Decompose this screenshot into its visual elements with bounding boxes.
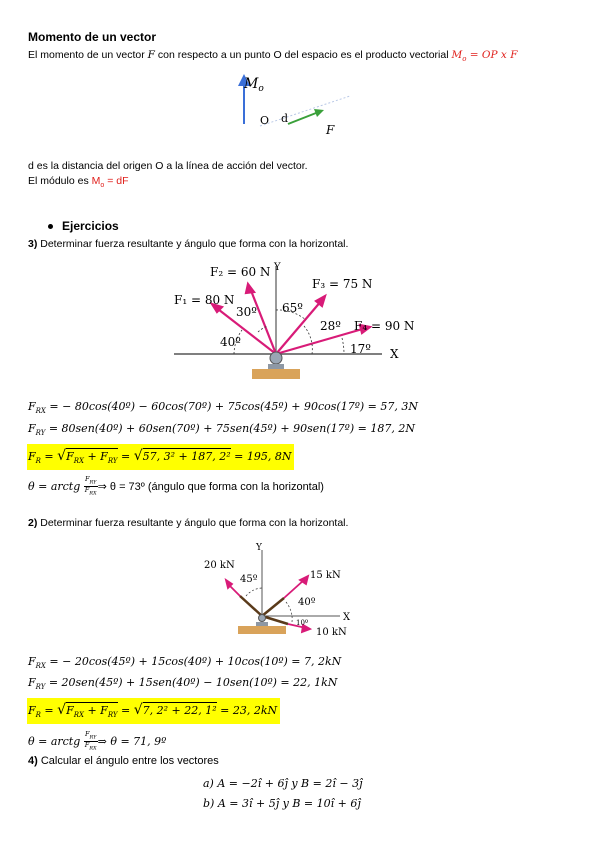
label-F1: F₁ = 80 N [174, 293, 235, 307]
fr-sub: R [35, 711, 41, 719]
formula-sub: o [462, 55, 467, 63]
ex3-text: Determinar fuerza resultante y ángulo que forma con la horizontal. [37, 238, 349, 250]
fry-lhs: F [28, 422, 36, 435]
arrowhead-F2 [246, 284, 254, 293]
sqrt-icon: √ [133, 702, 143, 718]
fr-sqrt1-sub: RX [73, 457, 84, 465]
ex3-num: 3) [28, 238, 38, 250]
fr-eq2: = [117, 450, 134, 463]
ex2-fry [28, 676, 337, 691]
fr-eq: = [40, 450, 58, 463]
theta-a: θ = arctg [28, 479, 84, 493]
fr-eq: = [40, 704, 58, 717]
ex3-fry [28, 422, 415, 437]
x-axis-label: X [390, 347, 399, 361]
fry-rhs: = 20sen(45º) + 15sen(40º) − 10sen(10º) = 22, 1kN [45, 676, 338, 689]
fr-eq2: = [117, 704, 134, 717]
angle-10: 10º [296, 619, 309, 627]
fr-result: = 195, 8N [230, 450, 292, 463]
angle-30: 30º [236, 305, 257, 319]
pin-base [256, 622, 268, 626]
ex3-frx [28, 400, 418, 415]
fr-lhs: F [28, 704, 36, 717]
ex3-diagram [172, 260, 442, 385]
ex4-part-b: b) A = 3î + 5ĵ y B = 10î + 6ĵ [203, 797, 361, 810]
Mo-label: $M_o$ [244, 76, 264, 94]
theta-a: θ = arctg [28, 734, 84, 748]
action-line [260, 96, 350, 126]
ex4-part-a: a) A = −2î + 6ĵ y B = 2î − 3ĵ [203, 777, 363, 790]
label-F2: F₂ = 60 N [210, 265, 271, 279]
label-F4: F₄ = 90 N [354, 319, 415, 333]
fr-sub: R [35, 457, 41, 465]
fr-sqrt1: F [66, 450, 74, 463]
bullet-icon [48, 224, 53, 229]
angle-40: 40º [220, 335, 241, 349]
fr-sqrt1-sub: RX [73, 711, 84, 719]
angle-17: 17º [350, 342, 371, 356]
force-arrow [288, 113, 316, 124]
sqrt-icon: √ [133, 448, 143, 464]
fr-sqrt1: F [66, 704, 74, 717]
beam-15kN [262, 598, 284, 616]
label-15kN: 15 kN [310, 570, 341, 581]
frx-rhs: = − 80cos(40º) − 60cos(70º) + 75cos(45º) + 90cos(17º) = 57, 3N [45, 400, 418, 413]
pin-icon [259, 615, 266, 622]
ex4-text: Calcular el ángulo entre los vectores [37, 755, 219, 767]
label-F3: F₃ = 75 N [312, 277, 373, 291]
fr-sqrt-comps [66, 702, 117, 717]
ex2-text: Determinar fuerza resultante y ángulo que forma con la horizontal. [37, 517, 349, 529]
ex2-frx [28, 655, 341, 670]
theta-b: ⇒ θ = 73º (ángulo que forma con la horizontal) [97, 480, 324, 493]
frx-sub: RX [35, 662, 46, 670]
fry-sub: RY [35, 683, 46, 691]
ex2-fr-highlight [27, 698, 280, 724]
y-axis-label: Y [274, 262, 281, 273]
ejercicios-heading [28, 219, 119, 233]
fr-lhs: F [28, 450, 36, 463]
origin-label: O [260, 114, 270, 127]
vector-F: F [147, 49, 155, 61]
F-label: F [326, 123, 335, 137]
frx-lhs: F [28, 400, 36, 413]
support-block [238, 626, 286, 634]
fry-rhs: = 80sen(40º) + 60sen(70º) + 75sen(45º) + 90sen(17º) = 187, 2N [45, 422, 415, 435]
fr-sqrt-val: 7, 2² + 22, 1² [142, 704, 217, 717]
fr-sqrt2-sub: RY [107, 457, 118, 465]
modulo-label: El módulo es [28, 175, 92, 187]
ex2-diagram [200, 540, 370, 640]
modulo-value: $M_o$ = dF [91, 175, 129, 189]
ex3-statement [28, 238, 348, 250]
fr-result: = 23, 2kN [216, 704, 278, 717]
angle-65: 65º [282, 301, 303, 315]
arrow-15kN [284, 580, 304, 598]
formula-rest: = OP x F [466, 49, 518, 61]
fry-sub: RY [35, 429, 46, 437]
angle-28: 28º [320, 319, 341, 333]
sqrt-icon: √ [57, 448, 67, 464]
ejercicios-label: Ejercicios [62, 219, 119, 233]
y-axis-label: Y [256, 543, 262, 553]
theta-fraction: $\frac{F_{RY}}{F_{RX}}$ [84, 475, 97, 497]
modulo-line [28, 175, 129, 189]
moment-definition [28, 49, 517, 63]
formula-M: M [451, 49, 463, 61]
fry-lhs: F [28, 676, 36, 689]
frx-lhs: F [28, 655, 36, 668]
theta-fraction: $\frac{F_{RY}}{F_{RX}}$ [84, 730, 97, 752]
support-block [252, 369, 300, 379]
ex2-theta [28, 731, 166, 753]
ex3-fr-highlight [27, 444, 294, 470]
fr-sqrt-comps [66, 448, 117, 463]
ex2-statement [28, 517, 348, 529]
beam-20kN [240, 596, 262, 616]
sqrt-icon: √ [57, 702, 67, 718]
ex2-num: 2) [28, 517, 38, 529]
arc-40 [286, 602, 292, 616]
ex3-theta [28, 476, 324, 498]
fr-sqrt-plus: + F [83, 450, 108, 463]
distance-label: d [281, 112, 289, 125]
force-arrowhead [314, 109, 324, 117]
ex4-num: 4) [28, 755, 38, 767]
moment-diagram [230, 66, 360, 142]
frx-rhs: = − 20cos(45º) + 15cos(40º) + 10cos(10º) = 7, 2kN [45, 655, 342, 668]
section-title-moment: Momento de un vector [28, 30, 157, 44]
angle-40: 40º [298, 597, 316, 608]
frx-sub: RX [35, 407, 46, 415]
ex4-statement [28, 755, 219, 767]
x-axis-label: X [343, 612, 351, 623]
theta-b: ⇒ θ = 71, 9º [97, 734, 167, 748]
arc-28 [304, 326, 312, 354]
pin-icon [270, 352, 282, 364]
intro-text-a: El momento de un vector [28, 49, 148, 61]
label-20kN: 20 kN [204, 560, 235, 571]
angle-45: 45º [240, 574, 258, 585]
label-10kN: 10 kN [316, 627, 347, 638]
fr-sqrt-plus: + F [83, 704, 108, 717]
arc-17 [342, 338, 344, 354]
arc-45 [246, 588, 262, 596]
distance-text: d es la distancia del origen O a la línea de acción del vector. [28, 160, 308, 172]
moment-formula [451, 49, 517, 61]
fr-sqrt2-sub: RY [107, 711, 118, 719]
intro-text-b: con respecto a un punto O del espacio es el producto vectorial [154, 49, 452, 61]
fr-sqrt-val: 57, 3² + 187, 2² [142, 450, 231, 463]
pin-base [268, 364, 284, 369]
